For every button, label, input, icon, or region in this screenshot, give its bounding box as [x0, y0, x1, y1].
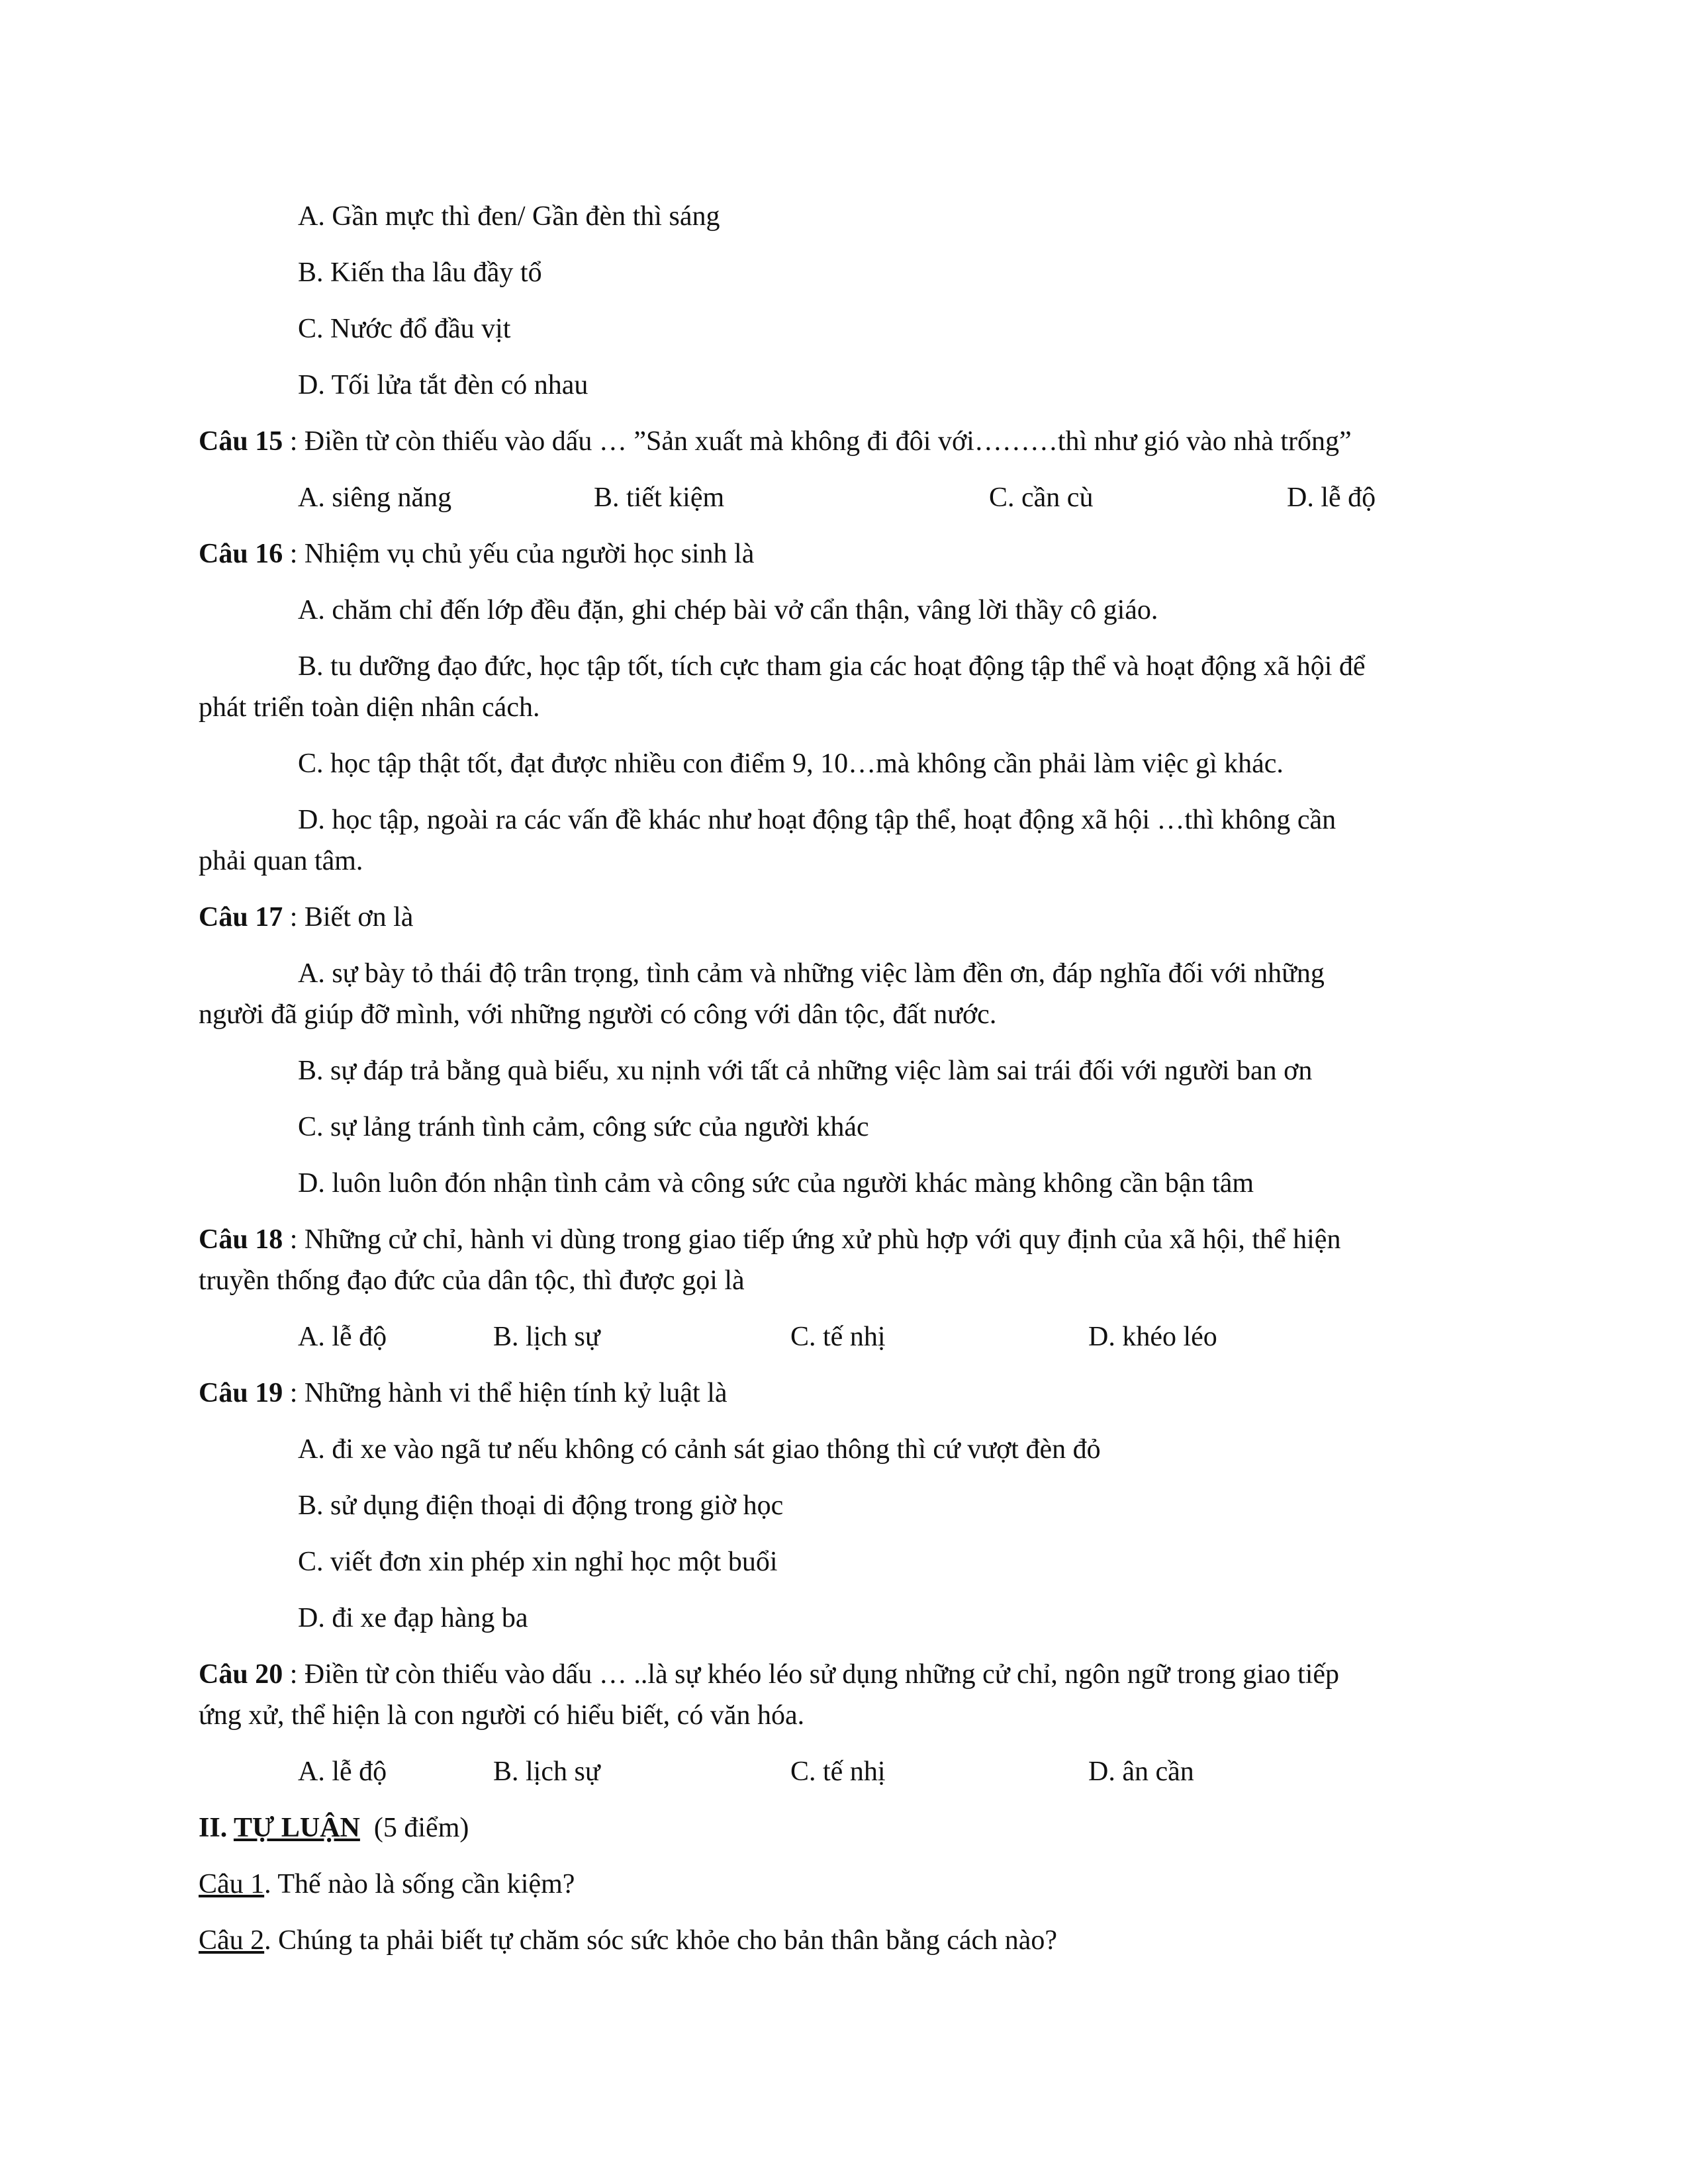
essay-2-label: Câu 2 — [199, 1925, 265, 1956]
q20-option-d: D. ân cần — [1088, 1756, 1194, 1787]
q16-option-c: C. học tập thật tốt, đạt được nhiều con điểm 9, 10…mà không cần phải làm việc gì khác. — [298, 749, 1284, 779]
q15-question — [199, 421, 1352, 462]
essay-question-1 — [199, 1864, 575, 1905]
essay-question-2 — [199, 1920, 1057, 1961]
q18-option-c: C. tế nhị — [790, 1322, 886, 1352]
q20-option-b: B. lịch sự — [493, 1756, 600, 1787]
q20-text: : Điền từ còn thiếu vào dấu … ..là sự khéo léo sử dụng những cử chỉ, ngôn ngữ trong giao tiếp — [283, 1659, 1340, 1690]
q14-option-a: A. Gần mực thì đen/ Gần đèn thì sáng — [298, 201, 720, 232]
q15-option-a: A. siêng năng — [298, 482, 452, 513]
q20-option-c: C. tế nhị — [790, 1756, 886, 1787]
section-2-heading — [199, 1807, 469, 1848]
q20-question-line2: ứng xử, thể hiện là con người có hiểu biết, có văn hóa. — [199, 1700, 805, 1731]
q18-question-line1 — [199, 1219, 1340, 1260]
q17-option-a-line2: người đã giúp đỡ mình, với những người có công với dân tộc, đất nước. — [199, 999, 997, 1030]
q17-option-b: B. sự đáp trả bằng quà biếu, xu nịnh với tất cả những việc làm sai trái đối với người ban ơn — [298, 1056, 1313, 1086]
q18-text: : Những cử chỉ, hành vi dùng trong giao tiếp ứng xử phù hợp với quy định của xã hội, thể hiện — [283, 1224, 1341, 1255]
q19-option-a: A. đi xe vào ngã tư nếu không có cảnh sát giao thông thì cứ vượt đèn đỏ — [298, 1434, 1101, 1465]
q16-label: Câu 16 — [199, 539, 283, 569]
q16-option-b-line2: phát triển toàn diện nhân cách. — [199, 692, 540, 723]
essay-2-text: . Chúng ta phải biết tự chăm sóc sức khỏe cho bản thân bằng cách nào? — [264, 1925, 1057, 1956]
q19-text: : Những hành vi thể hiện tính kỷ luật là — [283, 1378, 727, 1408]
q19-option-c: C. viết đơn xin phép xin nghỉ học một buổi — [298, 1547, 778, 1577]
q18-option-b: B. lịch sự — [493, 1322, 600, 1352]
q16-option-b-line1: B. tu dưỡng đạo đức, học tập tốt, tích cực tham gia các hoạt động tập thể và hoạt động xã hội để — [298, 651, 1366, 682]
q20-question-line1 — [199, 1654, 1339, 1695]
q16-option-a: A. chăm chỉ đến lớp đều đặn, ghi chép bài vở cẩn thận, vâng lời thầy cô giáo. — [298, 595, 1158, 625]
q17-option-a-line1: A. sự bày tỏ thái độ trân trọng, tình cảm và những việc làm đền ơn, đáp nghĩa đối với những — [298, 958, 1325, 989]
q14-option-c: C. Nước đổ đầu vịt — [298, 314, 511, 344]
q18-question-line2: truyền thống đạo đức của dân tộc, thì được gọi là — [199, 1265, 745, 1296]
q20-option-a: A. lễ độ — [298, 1756, 387, 1787]
q14-option-d: D. Tối lửa tắt đèn có nhau — [298, 370, 588, 400]
q16-question — [199, 533, 754, 574]
q15-option-d: D. lễ độ — [1287, 482, 1376, 513]
q15-text: : Điền từ còn thiếu vào dấu … ”Sản xuất mà không đi đôi với………thì như gió vào nhà trống” — [283, 426, 1352, 457]
essay-1-text: . Thế nào là sống cần kiệm? — [264, 1869, 575, 1899]
q18-option-d: D. khéo léo — [1088, 1322, 1217, 1352]
q17-text: : Biết ơn là — [283, 902, 414, 933]
essay-1-label: Câu 1 — [199, 1869, 265, 1899]
q16-option-d-line1: D. học tập, ngoài ra các vấn đề khác như hoạt động tập thể, hoạt động xã hội …thì không cần — [298, 805, 1336, 835]
q20-label: Câu 20 — [199, 1659, 283, 1690]
q17-option-c: C. sự lảng tránh tình cảm, công sức của người khác — [298, 1112, 869, 1142]
q17-question — [199, 897, 413, 938]
q19-question — [199, 1373, 727, 1414]
q15-label: Câu 15 — [199, 426, 283, 457]
q18-label: Câu 18 — [199, 1224, 283, 1255]
section-2-prefix: II. — [199, 1813, 234, 1843]
q19-label: Câu 19 — [199, 1378, 283, 1408]
q16-text: : Nhiệm vụ chủ yếu của người học sinh là — [283, 539, 755, 569]
q17-label: Câu 17 — [199, 902, 283, 933]
q14-option-b: B. Kiến tha lâu đầy tổ — [298, 257, 542, 288]
q15-option-c: C. cần cù — [989, 482, 1094, 513]
q18-option-a: A. lễ độ — [298, 1322, 387, 1352]
q16-option-d-line2: phải quan tâm. — [199, 846, 363, 876]
q17-option-d: D. luôn luôn đón nhận tình cảm và công sức của người khác màng không cần bận tâm — [298, 1168, 1254, 1199]
q19-option-d: D. đi xe đạp hàng ba — [298, 1603, 528, 1633]
section-2-title: TỰ LUẬN — [233, 1813, 360, 1843]
q19-option-b: B. sử dụng điện thoại di động trong giờ học — [298, 1490, 784, 1521]
section-2-points: (5 điểm) — [359, 1813, 469, 1843]
q15-option-b: B. tiết kiệm — [594, 482, 725, 513]
